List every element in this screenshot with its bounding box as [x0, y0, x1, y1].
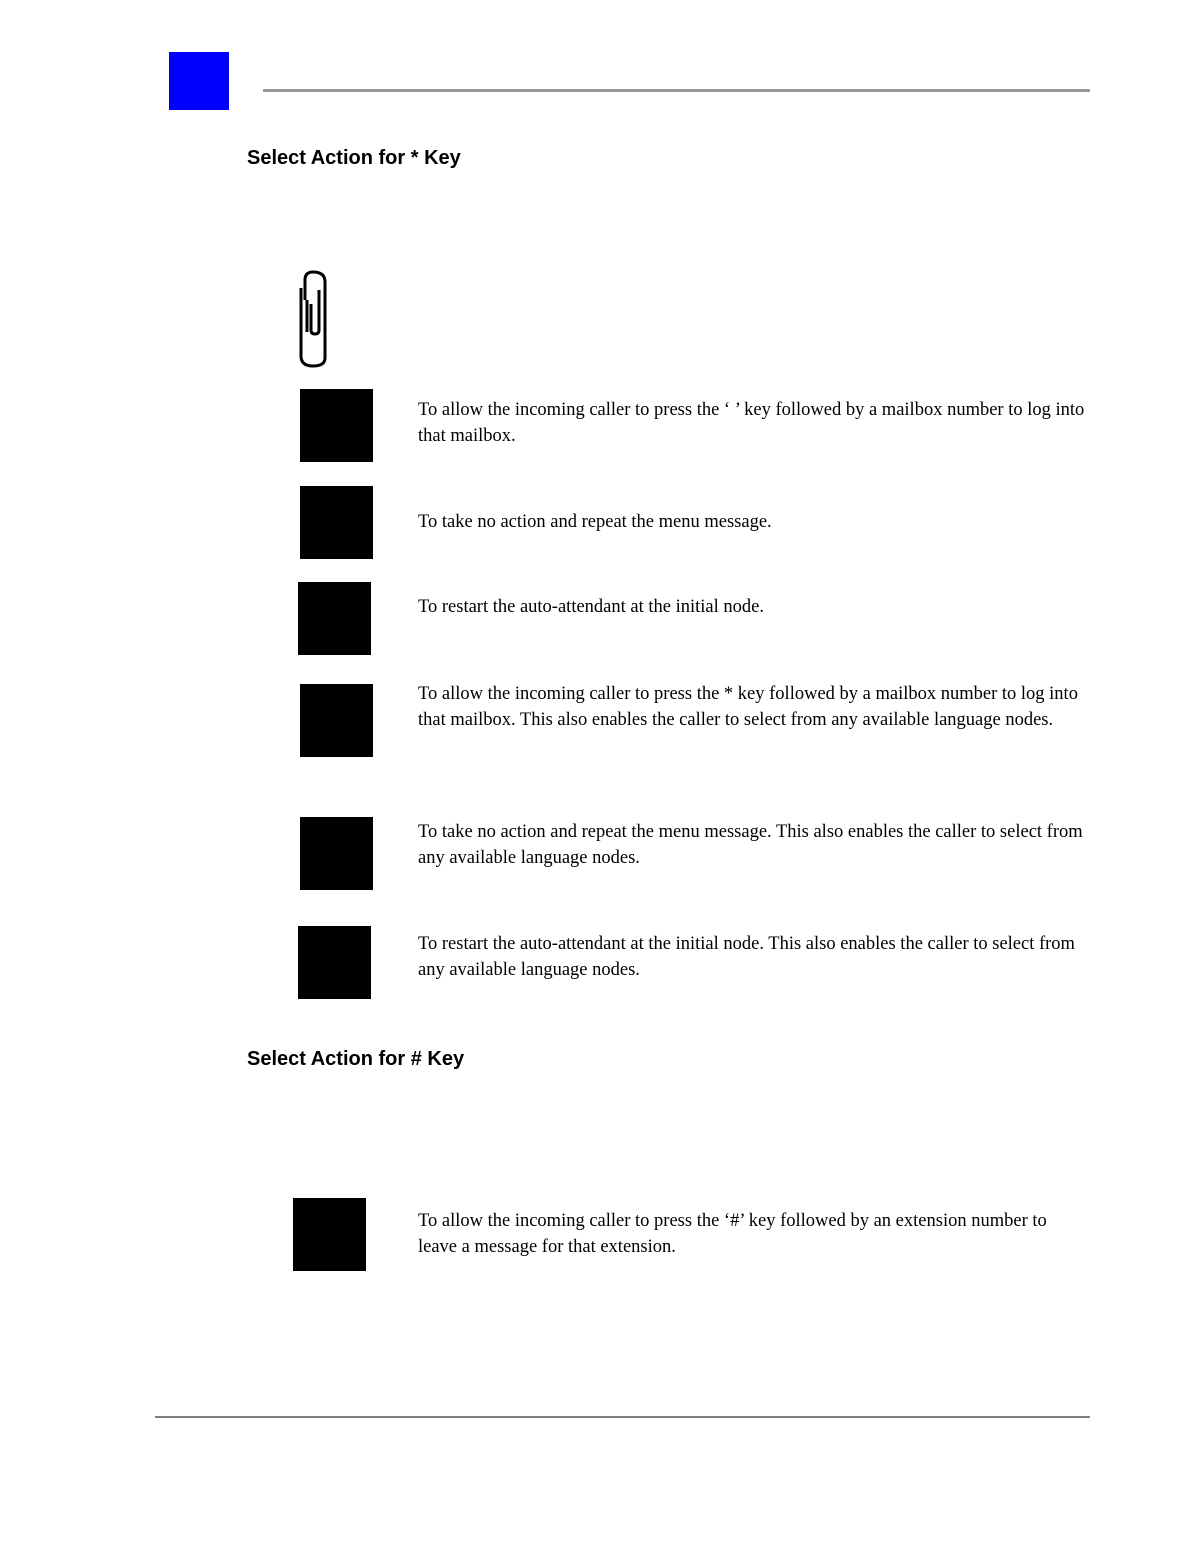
option-description-6: To restart the auto-attendant at the initial node. This also enables the caller to select from any available language nodes. — [418, 934, 1075, 980]
option-swatch-5 — [300, 817, 373, 890]
option-swatch-7 — [293, 1198, 366, 1271]
header-rule — [263, 89, 1090, 92]
option-swatch-6 — [298, 926, 371, 999]
option-description-4: To allow the incoming caller to press the * key followed by a mailbox number to log into that mailbox. This also enables the caller to select from any available language nodes. — [418, 684, 1078, 730]
option-description-3: To restart the auto-attendant at the initial node. — [418, 597, 764, 617]
option-description-5: To take no action and repeat the menu message. This also enables the caller to select from any available language nodes. — [418, 822, 1083, 868]
hash-key-heading: Select Action for # Key — [247, 1048, 465, 1070]
option-swatch-1 — [300, 389, 373, 462]
star-key-heading: Select Action for * Key — [247, 147, 461, 169]
option-description-1: To allow the incoming caller to press the ‘ ’ key followed by a mailbox number to log into that mailbox. — [418, 400, 1085, 446]
paperclip-icon — [295, 268, 335, 370]
option-swatch-4 — [300, 684, 373, 757]
option-swatch-2 — [300, 486, 373, 559]
option-description-7: To allow the incoming caller to press the ‘#’ key followed by an extension number to leave a message for that extension. — [418, 1211, 1047, 1257]
chapter-tab — [169, 52, 229, 110]
option-swatch-3 — [298, 582, 371, 655]
footer-rule — [155, 1416, 1090, 1418]
option-description-2: To take no action and repeat the menu message. — [418, 512, 772, 532]
